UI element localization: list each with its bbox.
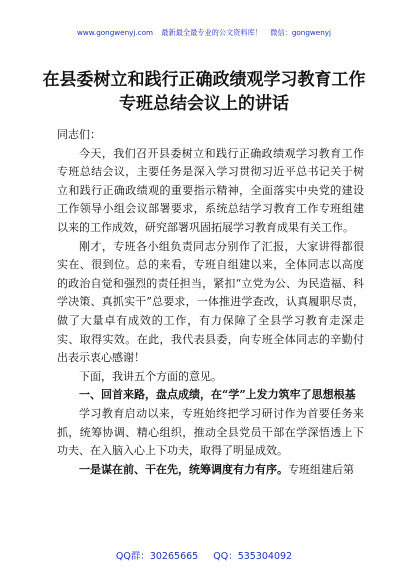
salutation: 同志们： [57, 128, 101, 141]
page-header [0, 28, 408, 38]
body-paragraph: 今天，我们召开县委树立和践行正确政绩观学习教育工作专班总结会议，主要任务是深入学习贯彻习近平总书记关于树立和践行正确政绩观的重要指示精神，全面落实中央党的建设工作领导小组会议部署要求，系统总结学习教育工作专班组建以来的工作成效，研究部署巩固拓展学习教育成果有关工作。 [57, 146, 364, 234]
body-paragraph [57, 461, 364, 480]
paragraph-tail: 专班组建后第 [288, 462, 354, 476]
section-heading: 一、回首来路，盘点成绩，在“学”上发力筑牢了思想根基 [79, 388, 356, 402]
document-body [57, 126, 364, 479]
page-footer [0, 548, 408, 562]
qq-contact: QQ：535304092 [213, 551, 293, 562]
subsection-heading: 一是谋在前、干在先，统筹调度有力有序。 [79, 462, 288, 476]
qq-group: QQ群：30265665 [115, 551, 199, 562]
header-slogan: 最新最全最专业的公文资料库！ [161, 28, 262, 37]
wechat-id: 微信：gongwenyj [270, 28, 332, 37]
body-paragraph: 下面，我讲五个方面的意见。 [79, 369, 222, 383]
document-title: 在县委树立和践行正确政绩观学习教育工作专班总结会议上的讲话 [42, 70, 366, 114]
site-url[interactable]: www.gongwenyj.com [76, 28, 154, 37]
body-paragraph: 学习教育启动以来，专班始终把学习研讨作为首要任务来抓，统筹协调、精心组织，推动全县党员干部在学深悟透上下功夫、在入脑入心上下功夫，取得了明显成效。 [57, 406, 364, 458]
body-paragraph: 刚才，专班各小组负责同志分别作了汇报，大家讲得都很实在、很到位。总的来看，专班自组建以来，全体同志以高度的政治自觉和强烈的责任担当，紧扣“立党为公、为民造福、科学决策、真抓实干”总要求，一体推进学查改，认真履职尽责，做了大量卓有成效的工作，有力保障了全县学习教育走深走实、取得实效。在此，我代表县委，向专班全体同志的辛勤付出表示衷心感谢！ [57, 239, 364, 365]
